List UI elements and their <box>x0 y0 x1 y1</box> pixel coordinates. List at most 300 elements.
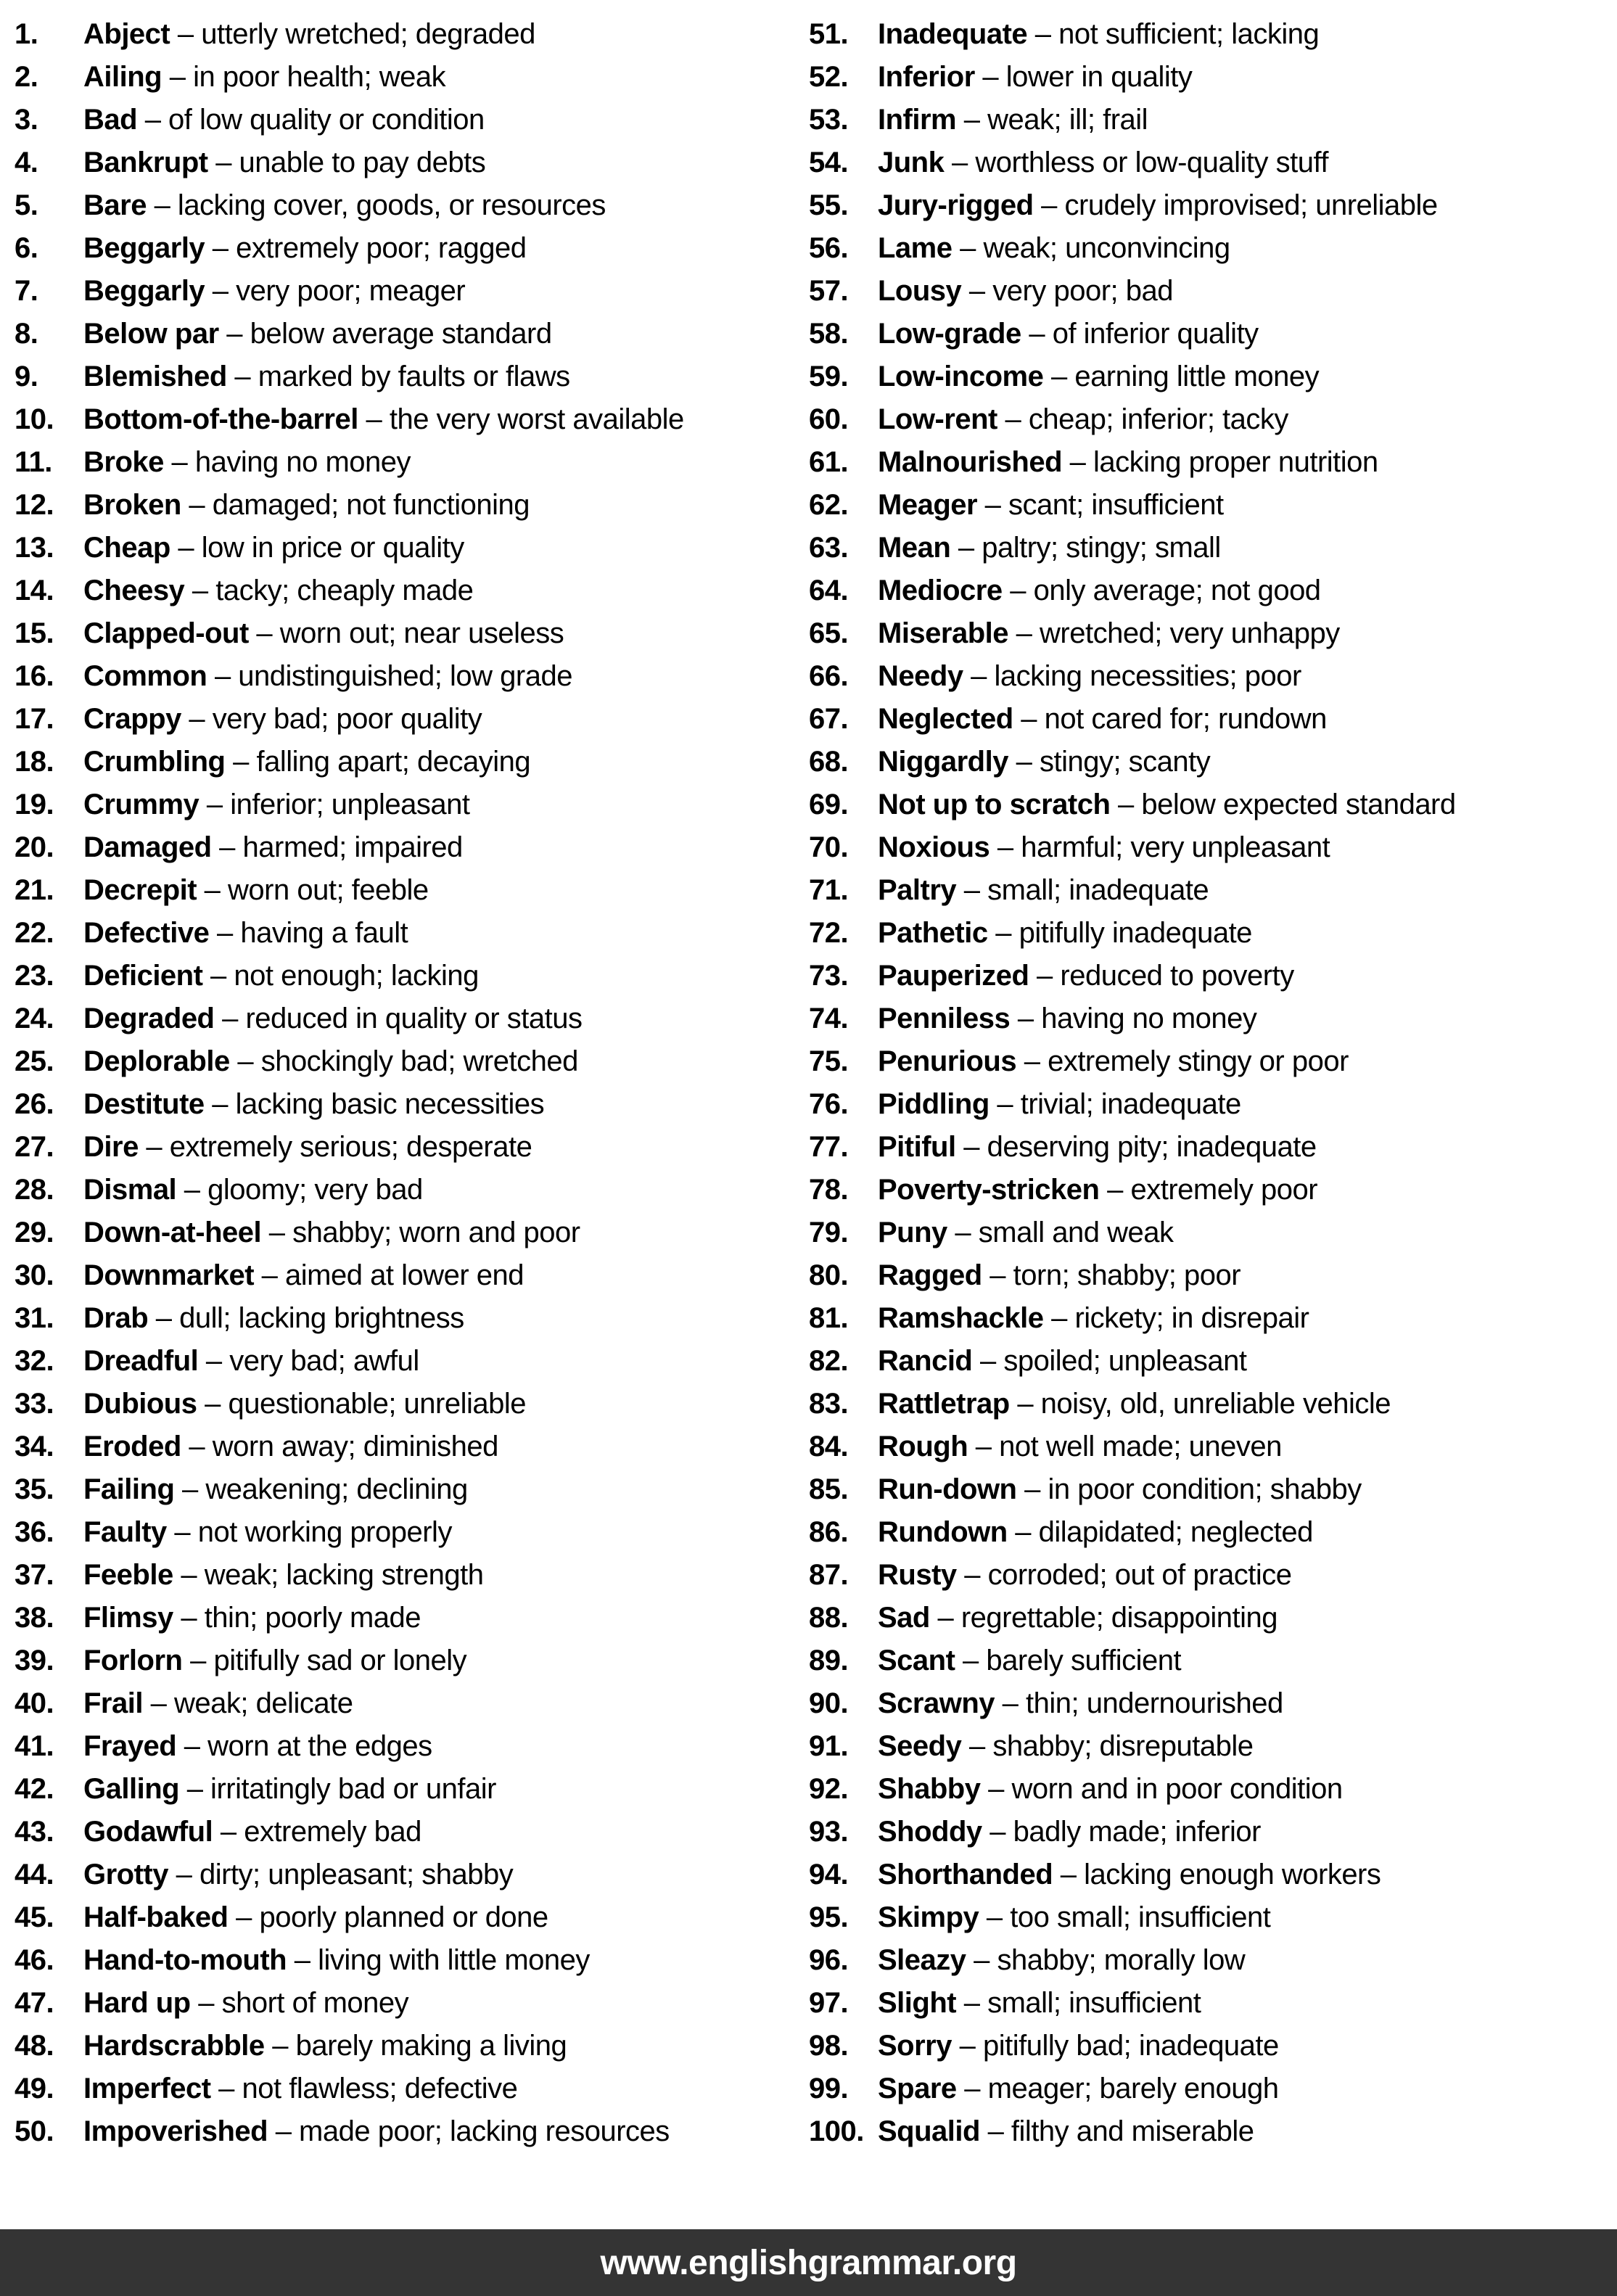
item-term: Degraded <box>83 1003 215 1034</box>
item-definition: – reduced in quality or status <box>214 1003 583 1034</box>
item-text <box>878 1859 1381 1890</box>
item-definition: – thin; undernourished <box>995 1687 1283 1719</box>
list-item <box>15 1945 809 1975</box>
item-definition: – of low quality or condition <box>137 104 485 136</box>
item-term: Destitute <box>83 1088 205 1120</box>
item-term: Lousy <box>878 275 962 307</box>
item-definition: – stingy; scanty <box>1008 746 1211 778</box>
list-item <box>15 618 809 649</box>
item-term: Deplorable <box>83 1045 230 1077</box>
list-item <box>809 62 1603 92</box>
item-number: 2. <box>15 61 38 93</box>
list-item <box>15 147 809 178</box>
item-number: 28. <box>15 1174 54 1206</box>
list-item <box>809 1260 1603 1291</box>
item-term: Blemished <box>83 361 227 392</box>
item-text <box>83 318 552 349</box>
item-definition: – cheap; inferior; tacky <box>997 403 1288 435</box>
item-text <box>83 190 606 221</box>
list-item <box>15 62 809 92</box>
item-definition: – lacking basic necessities <box>204 1088 545 1120</box>
item-definition: – shabby; morally low <box>966 1944 1246 1976</box>
item-term: Pathetic <box>878 917 988 949</box>
item-number: 78. <box>809 1174 849 1206</box>
item-term: Puny <box>878 1217 947 1248</box>
item-number: 88. <box>809 1602 849 1634</box>
item-number: 15. <box>15 617 54 649</box>
list-item <box>809 618 1603 649</box>
item-number: 22. <box>15 917 54 949</box>
item-term: Damaged <box>83 831 212 863</box>
item-term: Mean <box>878 532 951 564</box>
item-definition: – short of money <box>190 1987 409 2019</box>
item-text <box>878 1988 1201 2018</box>
item-definition: – made poor; lacking resources <box>268 2115 670 2147</box>
item-number: 64. <box>809 575 849 606</box>
item-definition: – lacking enough workers <box>1053 1859 1381 1890</box>
item-text <box>878 704 1327 734</box>
item-term: Down-at-heel <box>83 1217 262 1248</box>
item-definition: – barely making a living <box>264 2030 567 2062</box>
item-definition: – utterly wretched; degraded <box>170 18 535 50</box>
item-term: Meager <box>878 489 978 521</box>
list-item <box>809 1346 1603 1376</box>
item-text <box>83 918 408 948</box>
item-definition: – badly made; inferior <box>982 1816 1261 1848</box>
item-definition: – lacking proper nutrition <box>1062 446 1378 478</box>
item-definition: – thin; poorly made <box>173 1602 421 1634</box>
item-text <box>878 404 1288 435</box>
item-text <box>83 1602 421 1633</box>
list-item <box>809 1859 1603 1890</box>
item-term: Penurious <box>878 1045 1017 1077</box>
item-definition: – weak; lacking strength <box>173 1559 484 1591</box>
item-text <box>878 832 1330 863</box>
item-definition: – small and weak <box>947 1217 1174 1248</box>
item-term: Low-income <box>878 361 1044 392</box>
item-text <box>878 1902 1270 1933</box>
item-definition: – spoiled; unpleasant <box>972 1345 1247 1377</box>
item-number: 68. <box>809 746 849 778</box>
item-term: Cheap <box>83 532 170 564</box>
item-text <box>878 62 1192 92</box>
item-term: Beggarly <box>83 232 205 264</box>
item-definition: – in poor health; weak <box>162 61 446 93</box>
item-number: 1. <box>15 18 38 50</box>
item-term: Feeble <box>83 1559 173 1591</box>
item-definition: – not well made; uneven <box>968 1431 1282 1462</box>
item-term: Squalid <box>878 2115 980 2147</box>
list-item <box>809 104 1603 135</box>
item-number: 85. <box>809 1473 849 1505</box>
item-definition: – pitifully inadequate <box>987 917 1252 949</box>
item-definition: – worn at the edges <box>176 1730 432 1762</box>
item-term: Faulty <box>83 1516 167 1548</box>
item-definition: – barely sufficient <box>955 1645 1182 1676</box>
item-definition: – damaged; not functioning <box>181 489 530 521</box>
item-term: Poverty-stricken <box>878 1174 1100 1206</box>
list-item <box>809 1517 1603 1547</box>
item-text <box>878 661 1301 691</box>
item-term: Deficient <box>83 960 203 992</box>
item-text <box>878 1645 1181 1676</box>
item-number: 50. <box>15 2115 54 2147</box>
list-item <box>15 2073 809 2104</box>
item-text <box>83 233 526 263</box>
item-number: 91. <box>809 1730 849 1762</box>
item-term: Impoverished <box>83 2115 268 2147</box>
item-definition: – having no money <box>163 446 411 478</box>
item-definition: – very poor; meager <box>205 275 466 307</box>
item-definition: – lacking cover, goods, or resources <box>146 189 606 221</box>
list-item <box>809 233 1603 263</box>
item-text <box>83 2030 567 2061</box>
list-item <box>809 1902 1603 1933</box>
item-text <box>83 532 464 563</box>
list-item <box>15 1517 809 1547</box>
item-definition: – tacky; cheaply made <box>184 575 474 606</box>
list-item <box>15 2030 809 2061</box>
item-term: Abject <box>83 18 170 50</box>
item-definition: – worn out; feeble <box>197 874 429 906</box>
item-number: 63. <box>809 532 849 564</box>
item-text <box>878 361 1319 392</box>
item-number: 24. <box>15 1003 54 1034</box>
item-number: 9. <box>15 361 38 392</box>
item-text <box>83 960 479 991</box>
item-definition: – pitifully bad; inadequate <box>952 2030 1279 2062</box>
item-text <box>83 361 570 392</box>
list-item <box>809 832 1603 863</box>
list-item <box>809 2073 1603 2104</box>
item-term: Rusty <box>878 1559 957 1591</box>
item-number: 54. <box>809 147 849 178</box>
item-term: Dismal <box>83 1174 177 1206</box>
item-definition: – living with little money <box>287 1944 590 1976</box>
list-item <box>809 1132 1603 1162</box>
list-item <box>15 1774 809 1804</box>
item-text <box>83 1902 548 1933</box>
item-term: Forlorn <box>83 1645 183 1676</box>
item-text <box>83 1645 466 1676</box>
item-definition: – gloomy; very bad <box>176 1174 423 1206</box>
item-definition: – only average; not good <box>1002 575 1321 606</box>
item-number: 80. <box>809 1259 849 1291</box>
list-column-left <box>15 19 809 2159</box>
item-term: Ailing <box>83 61 162 93</box>
item-text <box>83 661 572 691</box>
item-definition: – harmful; very unpleasant <box>989 831 1330 863</box>
list-item <box>15 1303 809 1333</box>
item-text <box>878 1303 1309 1333</box>
item-definition: – not enough; lacking <box>202 960 479 992</box>
item-number: 74. <box>809 1003 849 1034</box>
item-term: Dire <box>83 1131 139 1163</box>
item-term: Pauperized <box>878 960 1029 992</box>
item-number: 59. <box>809 361 849 392</box>
item-text <box>878 104 1148 135</box>
item-term: Grotty <box>83 1859 168 1890</box>
list-item <box>15 875 809 905</box>
item-definition: – worn out; near useless <box>248 617 564 649</box>
item-term: Shabby <box>878 1773 981 1805</box>
list-item <box>15 2116 809 2147</box>
item-definition: – extremely poor; ragged <box>205 232 527 264</box>
item-text <box>878 190 1438 221</box>
list-item <box>15 447 809 477</box>
item-term: Downmarket <box>83 1259 255 1291</box>
item-number: 65. <box>809 617 849 649</box>
footer-url: www.englishgrammar.org <box>600 2243 1017 2282</box>
item-definition: – below expected standard <box>1110 789 1456 820</box>
item-number: 61. <box>809 446 849 478</box>
item-number: 72. <box>809 917 849 949</box>
item-text <box>83 1089 544 1119</box>
list-item <box>15 1474 809 1505</box>
list-item <box>809 1945 1603 1975</box>
item-definition: – very bad; poor quality <box>181 703 482 735</box>
item-text <box>83 1688 353 1719</box>
item-term: Noxious <box>878 831 990 863</box>
list-item <box>15 361 809 392</box>
item-definition: – below average standard <box>218 318 552 350</box>
item-text <box>83 104 485 135</box>
item-text <box>83 447 411 477</box>
item-term: Frayed <box>83 1730 177 1762</box>
list-item <box>809 960 1603 991</box>
item-number: 17. <box>15 703 54 735</box>
item-definition: – questionable; unreliable <box>197 1388 526 1420</box>
item-term: Inferior <box>878 61 975 93</box>
item-definition: – aimed at lower end <box>254 1259 524 1291</box>
item-number: 6. <box>15 232 38 264</box>
item-text <box>83 404 684 435</box>
item-number: 49. <box>15 2073 54 2104</box>
item-text <box>878 233 1230 263</box>
item-term: Lame <box>878 232 952 264</box>
list-item <box>809 1988 1603 2018</box>
list-item <box>15 1346 809 1376</box>
item-definition: – meager; barely enough <box>956 2073 1279 2104</box>
item-text <box>878 1517 1313 1547</box>
item-term: Shoddy <box>878 1816 982 1848</box>
list-item <box>15 1003 809 1034</box>
item-term: Ragged <box>878 1259 982 1291</box>
list-item <box>15 1859 809 1890</box>
item-definition: – dilapidated; neglected <box>1007 1516 1313 1548</box>
list-item <box>15 490 809 520</box>
item-term: Failing <box>83 1473 175 1505</box>
item-definition: – falling apart; decaying <box>225 746 531 778</box>
item-number: 75. <box>809 1045 849 1077</box>
item-number: 69. <box>809 789 849 820</box>
item-term: Broke <box>83 446 164 478</box>
item-term: Piddling <box>878 1088 989 1120</box>
item-text <box>878 575 1321 606</box>
item-definition: – having a fault <box>209 917 408 949</box>
list-item <box>15 918 809 948</box>
item-text <box>878 1260 1240 1291</box>
list-item <box>809 1174 1603 1205</box>
item-number: 36. <box>15 1516 54 1548</box>
item-term: Bad <box>83 104 138 136</box>
list-item <box>809 490 1603 520</box>
item-text <box>878 19 1319 49</box>
item-definition: – wretched; very unhappy <box>1008 617 1340 649</box>
item-term: Hardscrabble <box>83 2030 265 2062</box>
item-number: 8. <box>15 318 38 350</box>
list-item <box>809 661 1603 691</box>
item-definition: – inferior; unpleasant <box>199 789 470 820</box>
item-number: 46. <box>15 1944 54 1976</box>
item-term: Frail <box>83 1687 143 1719</box>
item-definition: – in poor condition; shabby <box>1016 1473 1362 1505</box>
item-definition: – irritatingly bad or unfair <box>179 1773 496 1805</box>
item-text <box>83 618 564 649</box>
item-number: 30. <box>15 1259 54 1291</box>
item-term: Low-rent <box>878 403 997 435</box>
list-item <box>15 1560 809 1590</box>
item-number: 4. <box>15 147 38 178</box>
item-term: Eroded <box>83 1431 181 1462</box>
item-definition: – filthy and miserable <box>979 2115 1254 2147</box>
item-term: Crummy <box>83 789 199 820</box>
item-text <box>878 1774 1343 1804</box>
item-text <box>878 1560 1291 1590</box>
item-definition: – not working properly <box>166 1516 452 1548</box>
item-term: Galling <box>83 1773 180 1805</box>
item-number: 97. <box>809 1987 849 2019</box>
item-number: 47. <box>15 1987 54 2019</box>
item-number: 82. <box>809 1345 849 1377</box>
list-item <box>809 575 1603 606</box>
item-number: 41. <box>15 1730 54 1762</box>
item-definition: – shockingly bad; wretched <box>229 1045 578 1077</box>
item-number: 7. <box>15 275 38 307</box>
list-item <box>809 276 1603 306</box>
item-definition: – not cared for; rundown <box>1013 703 1327 735</box>
item-term: Sad <box>878 1602 930 1634</box>
item-definition: – small; insufficient <box>956 1987 1201 2019</box>
item-definition: – pitifully sad or lonely <box>182 1645 467 1676</box>
list-item <box>15 1688 809 1719</box>
item-term: Rancid <box>878 1345 973 1377</box>
item-number: 43. <box>15 1816 54 1848</box>
item-number: 21. <box>15 874 54 906</box>
item-term: Not up to scratch <box>878 789 1111 820</box>
item-definition: – weak; ill; frail <box>956 104 1148 136</box>
item-definition: – noisy, old, unreliable vehicle <box>1009 1388 1391 1420</box>
list-item <box>809 318 1603 349</box>
item-text <box>83 490 530 520</box>
item-term: Inadequate <box>878 18 1028 50</box>
item-term: Skimpy <box>878 1901 979 1933</box>
item-definition: – having no money <box>1010 1003 1257 1034</box>
list-item <box>15 1602 809 1633</box>
item-text <box>83 1303 464 1333</box>
list-item <box>809 1303 1603 1333</box>
item-text <box>83 1431 498 1462</box>
list-item <box>15 746 809 777</box>
list-item <box>809 447 1603 477</box>
list-item <box>809 1431 1603 1462</box>
item-number: 98. <box>809 2030 849 2062</box>
list-item <box>15 789 809 820</box>
item-term: Imperfect <box>83 2073 211 2104</box>
list-item <box>809 1602 1603 1633</box>
item-number: 44. <box>15 1859 54 1890</box>
item-definition: – deserving pity; inadequate <box>955 1131 1317 1163</box>
item-definition: – weak; delicate <box>142 1687 353 1719</box>
item-text <box>878 875 1209 905</box>
item-text <box>878 1003 1256 1034</box>
list-item <box>15 1089 809 1119</box>
item-number: 71. <box>809 874 849 906</box>
item-text <box>83 1988 408 2018</box>
item-text <box>878 2073 1279 2104</box>
list-item <box>809 19 1603 49</box>
list-item <box>15 104 809 135</box>
item-number: 95. <box>809 1901 849 1933</box>
item-number: 51. <box>809 18 849 50</box>
item-number: 73. <box>809 960 849 992</box>
item-term: Rundown <box>878 1516 1008 1548</box>
item-text <box>83 1816 421 1847</box>
item-term: Pitiful <box>878 1131 956 1163</box>
item-text <box>878 2030 1279 2061</box>
item-term: Paltry <box>878 874 957 906</box>
list-item <box>809 1046 1603 1077</box>
item-definition: – crudely improvised; unreliable <box>1033 189 1438 221</box>
list-item <box>15 1431 809 1462</box>
list-item <box>15 404 809 435</box>
item-text <box>83 1046 578 1077</box>
item-text <box>878 1688 1283 1719</box>
item-text <box>878 1816 1261 1847</box>
item-number: 66. <box>809 660 849 692</box>
item-definition: – not flawless; defective <box>210 2073 518 2104</box>
item-text <box>878 1602 1277 1633</box>
item-number: 27. <box>15 1131 54 1163</box>
item-text <box>83 1217 580 1248</box>
item-term: Drab <box>83 1302 149 1334</box>
item-text <box>83 276 465 306</box>
item-term: Run-down <box>878 1473 1017 1505</box>
item-definition: – lacking necessities; poor <box>963 660 1301 692</box>
list-item <box>809 1089 1603 1119</box>
item-term: Needy <box>878 660 963 692</box>
item-number: 57. <box>809 275 849 307</box>
item-text <box>83 1174 423 1205</box>
item-text <box>878 1945 1245 1975</box>
item-number: 86. <box>809 1516 849 1548</box>
item-number: 19. <box>15 789 54 820</box>
item-number: 5. <box>15 189 38 221</box>
item-number: 33. <box>15 1388 54 1420</box>
item-definition: – trivial; inadequate <box>989 1088 1241 1120</box>
item-definition: – low in price or quality <box>170 532 464 564</box>
item-number: 55. <box>809 189 849 221</box>
item-text <box>878 1089 1241 1119</box>
item-text <box>878 276 1173 306</box>
item-term: Defective <box>83 917 210 949</box>
item-term: Rattletrap <box>878 1388 1010 1420</box>
item-number: 14. <box>15 575 54 606</box>
item-term: Mediocre <box>878 575 1003 606</box>
list-item <box>15 704 809 734</box>
item-term: Bottom-of-the-barrel <box>83 403 358 435</box>
item-number: 10. <box>15 403 54 435</box>
